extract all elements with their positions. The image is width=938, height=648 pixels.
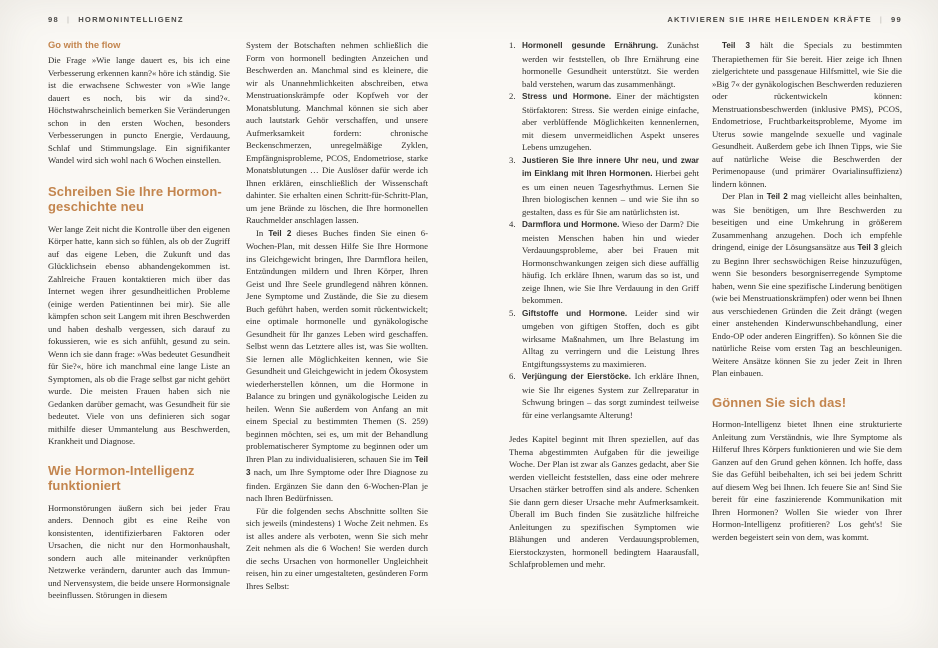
running-header-right bbox=[509, 15, 902, 24]
header-separator: | bbox=[66, 15, 71, 24]
list-item-body bbox=[522, 218, 699, 307]
list-number: 6. bbox=[509, 371, 516, 381]
section-heading-rewrite: Schreiben Sie Ihre Hormon-geschichte neu bbox=[48, 183, 222, 215]
list-item-inner-clock bbox=[509, 154, 699, 219]
list-item-toxins bbox=[509, 307, 699, 371]
list-item-gut-flora bbox=[509, 218, 699, 307]
list-number: 5. bbox=[509, 307, 516, 318]
paragraph-flow: Die Frage »Wie lange dauert es, bis ich eine Verbesserung erkennen kann?« höre ich ständig. Sie ist die erwachsene Schwester von »Wie lange dauert es noch, bis wir da sind?«. Höchstwahrscheinlich bemerken Sie Veränderungen schon in den ersten Wochen, besonders Verbesserungen in puncto Energie, Verdauung, Schlaf und Stimmungslage. Ein signifikanter Wandel wird sich wohl nach 6 Wochen einstellen. bbox=[48, 55, 230, 165]
section-heading-goennen: Gönnen Sie sich das! bbox=[712, 394, 847, 410]
paragraph-kapitel: Jedes Kapitel beginnt mit Ihren speziellen, auf das Thema abgestimmten Aufgaben für die jeweilige Woche. Der Plan ist zwar als Ganzes gedacht, aber Sie werden vielleicht feststellen, dass eine oder mehrere Ursachen stärker betroffen sind als andere. Schenken Sie dann gern dieser Ursache mehr Aufmerksamkeit. Überall im Buch finden Sie zusätzliche hilfreiche Anleitungen zu spezifischen Symptomen wie Blähungen und anderen Verdauungsproblemen, Eierstockzysten, hormonell bedingtem Haarausfall, Schlafproblemen und mehr. bbox=[509, 434, 699, 569]
right-column-1 bbox=[509, 39, 699, 641]
list-item-text: Zunächst werden wir feststellen, ob Ihre Ernährung eine hormonelle Gesundheit unterstützt. Sie werden bald verstehen, warum das zusammenhängt. bbox=[522, 40, 699, 89]
teil3-bold-label: Teil 3 bbox=[857, 243, 879, 252]
right-column-2 bbox=[712, 39, 902, 641]
list-item-lead: Darmflora und Hormone. bbox=[522, 220, 620, 229]
page-number-right: 99 bbox=[891, 15, 902, 24]
right-page-columns bbox=[509, 39, 902, 641]
paragraph-six-weeks: Für die folgenden sechs Abschnitte sollten Sie sich jeweils (mindestens) 1 Woche Zeit nehmen. Es ist alles andere als verboten, wenn Sie sich mehr Zeit nehmen als die 6 Wochen! Sie werden durch die sechs Ursachen von hormoneller Ungleichheit reisen, hin zu einer umgestalteten, gesünderen Form Ihres Selbst: bbox=[246, 505, 428, 591]
paragraph-how-part1: Hormonstörungen äußern sich bei jeder Frau anders. Dennoch gibt es eine Reihe von konsistenten, identifizierbaren Faktoren oder Ursachen, die nicht nur den Hormonhaushalt, sondern auch alle miteinander verknüpften Netzwerke verändern, darunter auch das Immun- und Nervensystem, die beide unsere Hormonsignale beeinflussen. Störungen in diesem bbox=[48, 502, 230, 601]
list-item-body bbox=[522, 154, 699, 219]
list-item-text: Hierbei geht es um einen neuen Tagesrhythmus. Lernen Sie Ihren biologischen kennen – und wie Sie ihn so gestalten, dass es für Sie am natürlichsten ist. bbox=[522, 168, 699, 217]
list-item-text: Einer der mächtigsten Störfaktoren: Stress. Sie werden einige einfache, aber verblüffende Möglichkeiten kennenlernen, mit diesem unvermeidlichen Aspekt unseres Lebens umzugehen. bbox=[522, 91, 699, 152]
list-item-body bbox=[522, 307, 699, 371]
list-number: 1. bbox=[509, 40, 516, 50]
header-separator-right: | bbox=[879, 15, 884, 24]
list-item-text: Leider sind wir umgeben von giftigen Stoffen, doch es gibt wirksame Maßnahmen, um Ihre Belastung im Alltag zu verringern und die Leistung Ihres Entgiftungssystems zu maximieren. bbox=[522, 307, 699, 369]
list-item-stress bbox=[509, 90, 699, 154]
list-item-lead: Stress und Hormone. bbox=[522, 92, 612, 101]
paragraph-how-part2: System der Botschaften nehmen schließlich die Form von hormonell bedingten Anzeichen und Beschwerden an. Manchmal sind es kleinere, die wir als Unannehmlichkeiten abschreiben, etwa Menstruationskrämpfe oder Kopfweh vor der Monatsblutung. Manchmal können sie sich aber auch lautstark Gehör verschaffen, und unsere Aufmerksamkeit fordern: chronische Beckenschmerzen, unregelmäßige Zyklen, Empfängnisprobleme, PCOS, Endometriose, starke Monatsblutungen … Die Auslöser dafür werde ich Ihnen erklären, einschließlich der Wissenschaft dahinter. Sie erhalten einen Schritt-für-Schritt-Plan, um jene Brände zu löschen, die Ihre hormonellen Rauchmelder anschlagen lassen. bbox=[246, 40, 428, 225]
plan-text-mid: mag vielleicht alles beinhalten, was Sie benötigen, um Ihre Beschwerden zu beseitigen und eine Umkehrung in größerem Zusammenhang anzugehen. Doch ich empfehle dringend, einige der Lösungsansätze aus bbox=[712, 191, 902, 252]
list-item-lead: Hormonell gesunde Ernährung. bbox=[522, 41, 659, 50]
list-item-body bbox=[522, 90, 699, 154]
list-item-lead: Verjüngung der Eierstöcke. bbox=[522, 372, 631, 381]
paragraph-teil2 bbox=[246, 227, 428, 505]
teil3-text: hält die Specials zu bestimmten Therapiethemen für Sie bereit. Hier zeige ich Ihnen zielgerichtete und passgenaue Hilfsmittel, wie Sie die »Big 7« der gynäkologischen Beschwerden reduzieren oder rückentwickeln können: Menstruationsbeschwerden (inklusive PMS), PCOS, Endometriose, Fruchtbarkeitsprobleme, Myome im Uterus sowie mangelnde sexuelle und vaginale Gesundheit. Außerdem gebe ich Ihnen Tipps, wie Sie auf natürliche Weise die Beschwerden der Perimenopause (und primärer Ovarialinsuffizienz) lindern können. bbox=[712, 40, 902, 189]
section-heading-how: Wie Hormon-Intelligenz funktioniert bbox=[48, 462, 195, 494]
left-column-2 bbox=[246, 39, 428, 641]
page-right bbox=[469, 0, 938, 648]
list-number: 3. bbox=[509, 154, 516, 165]
list-item-ovaries bbox=[509, 370, 699, 421]
running-header-left bbox=[48, 15, 429, 24]
list-number: 4. bbox=[509, 219, 516, 229]
causes-ordered-list bbox=[509, 39, 699, 421]
paragraph-goennen: Hormon-Intelligenz bietet Ihnen eine strukturierte Anleitung zum Verständnis, wie Ihre Symptome als Hilferuf Ihres Körpers funktionieren und wie Sie dem Ganzen auf den Grund gehen können. Ich hoffe, dass Sie das Gefühl beibehalten, ich sei bei jedem Schritt auf diesem Weg bei Ihnen. Ich feuere Sie an! Sind Sie bereit für eine faszinierende Kommunikation mit Ihren Hormonen? Wollen Sie wieder von Ihrer Hormon-Intelligenz profitieren? Los geht's! Sie werden begeistert sein von dem, was kommt. bbox=[712, 419, 902, 542]
running-title-left: HORMONINTELLIGENZ bbox=[78, 15, 184, 24]
teil2-bold-label: Teil 2 bbox=[766, 192, 788, 201]
teil3-bold-label: Teil 3 bbox=[722, 41, 751, 50]
page-number-left: 98 bbox=[48, 15, 59, 24]
paragraph-plan bbox=[712, 190, 902, 380]
list-item-text: Wieso der Darm? Die meisten Menschen haben hin und wieder Verdauungsprobleme, aber bei Frauen mit Hormonschwankungen zeigen sich diese auffällig häufig. Ich erkläre Ihnen, warum das so ist, und zeige Ihnen, wie Sie Ihre Verdauung in den Griff bekommen. bbox=[522, 219, 699, 305]
plan-text-pre: Der Plan in bbox=[722, 191, 767, 201]
list-item-lead: Justieren Sie Ihre innere Uhr neu, und zwar im Einklang mit Ihren Hormonen. bbox=[522, 155, 699, 178]
list-item-lead: Giftstoffe und Hormone. bbox=[522, 308, 628, 318]
teil2-text-post: nach, um Ihre Symptome oder Ihre Diagnose zu finden. Ergänzen Sie dann den 6-Wochen-Plan je nach Ihren Bedürfnissen. bbox=[246, 467, 428, 503]
left-column-1 bbox=[48, 39, 230, 641]
list-item-body bbox=[522, 39, 699, 90]
running-title-right: AKTIVIEREN SIE IHRE HEILENDEN KRÄFTE bbox=[667, 15, 872, 24]
plan-text-post: gleich zu Beginn Ihrer sechswöchigen Reise hinzuzufügen, wenn Sie besonders besorgniserregende Symptome haben, wenn Sie eine spezifische Linderung benötigen (wie bei Menstruationskrämpfen) oder wenn bei Ihnen aus verschiedenen Gründen die Zeit drängt (wegen einer anstehenden Kinderwunschbehandlung, einer Endo-OP oder anderen Eingriffen). So können Sie die natürliche Reise vom ersten Tag an beschleunigen. Weitere Ansätze können Sie zu jeder Zeit in Ihren Plan einbauen. bbox=[712, 242, 902, 378]
left-page-columns bbox=[48, 39, 429, 641]
list-item-body bbox=[522, 370, 699, 421]
list-item-nutrition bbox=[509, 39, 699, 90]
section-heading-flow: Go with the flow bbox=[48, 39, 121, 50]
paragraph-teil3 bbox=[712, 39, 902, 190]
teil3-bold-label: Teil 3 bbox=[246, 454, 428, 477]
list-item-text: Ich erkläre Ihnen, wie Sie Ihr eigenes System zur Zellreparatur in Schwung bringen – das sorgt zumindest teilweise für eine verlangsamte Alterung! bbox=[522, 371, 699, 420]
teil2-text-mid: dieses Buches finden Sie einen 6-Wochen-Plan, mit dessen Hilfe Sie Ihre Hormone ins Gleichgewicht bringen, Ihre Darmflora heilen, Entzündungen mildern und Ihren Körper, Ihren Geist und Ihre Seele grundlegend nähren können. Jene Symptome und Zustände, die Sie zu diesem Buch geführt haben, werden somit rückentwickelt; eine optimale hormonelle und gynäkologische Gesundheit für Ihr ganzes Leben wird geschaffen. Selbst wenn das Letztere alles ist, was Sie wollten. Sie lernen alle Möglichkeiten kennen, wie Sie Gesundheit und Gleichgewicht in jedem Ökosystem wiederherstellen können, um die Hormone in Balance zu bringen und gynäkologische Leiden zu heilen. Wenn Sie außerdem von Anfang an mit einem Special zu bestimmten Themen (S. 259) beginnen möchten, sei es, um mit der Behandlung problematischerer Symptome zu beginnen oder um Ihren Plan zu individualisieren, schauen Sie im bbox=[246, 227, 428, 464]
teil2-text-pre: In bbox=[256, 227, 269, 238]
paragraph-rewrite: Wer lange Zeit nicht die Kontrolle über den eigenen Körper hatte, kann sich so fühlen, als ob der Zugriff auf das eigene Leben, die Zukunft und das Glücklichsein ebenso abhandengekommen ist. Zahlreiche Frauen kontaktieren mich über das Internet wegen ihrer gesundheitlichen Probleme (einige werden Patientinnen bei mir). Sie alle kämpfen schon seit Langem mit ihren Beschwerden und haben deshalb vergessen, sich darauf zu fokussieren, wie es sich anfühlt, gesund zu sein. Wenn ich sie dann frage: »Was bedeutet Gesundheit für Sie?«, höre ich manchmal eine lange Liste an Symptomen, als ob die Frage selbst gar nicht gehört wurde. Die meisten Frauen haben sich nie Gedanken darüber gemacht, was Gesundheit für sie bedeutet. Viele von uns definieren sich sogar mithilfe dieser Ummantelung aus Beschwerden, Krankheit und Diagnose. bbox=[48, 223, 230, 447]
teil2-bold-label: Teil 2 bbox=[268, 228, 292, 238]
list-number: 2. bbox=[509, 91, 516, 101]
